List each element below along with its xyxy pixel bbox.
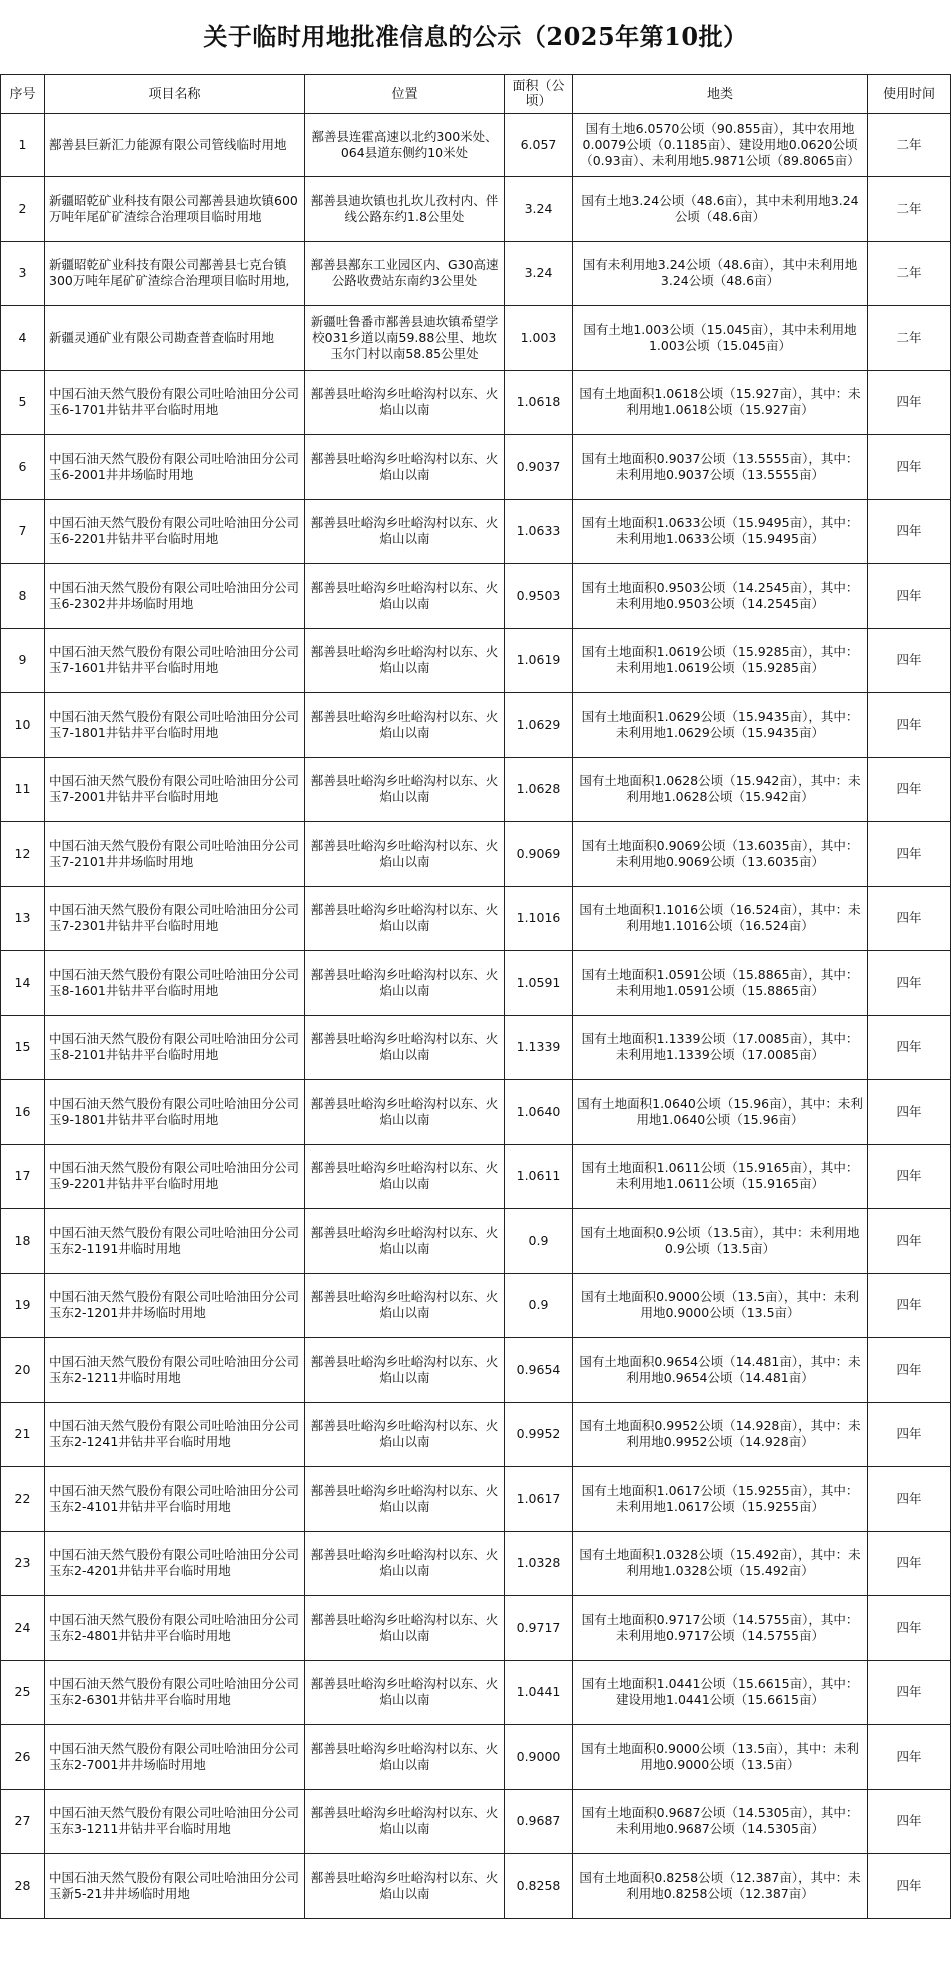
project-name: 中国石油天然气股份有限公司吐哈油田分公司玉8-1601井钻井平台临时用地: [45, 951, 305, 1016]
table-row: [1, 1144, 951, 1209]
row-index: 12: [1, 822, 45, 887]
duration: 四年: [868, 693, 951, 758]
table-row: [1, 435, 951, 500]
table-row: [1, 886, 951, 951]
duration: 四年: [868, 1467, 951, 1532]
project-name: 中国石油天然气股份有限公司吐哈油田分公司玉东2-4201井钻井平台临时用地: [45, 1531, 305, 1596]
header-area: 面积（公顷）: [505, 75, 573, 114]
row-index: 11: [1, 757, 45, 822]
duration: 四年: [868, 1080, 951, 1145]
row-index: 28: [1, 1854, 45, 1919]
land-type: 国有土地面积0.9952公顷（14.928亩），其中：未利用地0.9952公顷（14.928亩）: [573, 1402, 868, 1467]
table-row: [1, 1531, 951, 1596]
area-value: 0.8258: [505, 1854, 573, 1919]
duration: 四年: [868, 1660, 951, 1725]
row-index: 4: [1, 306, 45, 371]
land-type: 国有土地面积1.0619公顷（15.9285亩），其中：未利用地1.0619公顷（15.9285亩）: [573, 628, 868, 693]
table-row: [1, 1854, 951, 1919]
land-type: 国有土地6.0570公顷（90.855亩），其中农用地0.0079公顷（0.1185亩）、建设用地0.0620公顷（0.93亩）、未利用地5.9871公顷（89.8065亩）: [573, 114, 868, 177]
location: 鄯善县吐峪沟乡吐峪沟村以东、火焰山以南: [305, 1531, 505, 1596]
duration: 四年: [868, 886, 951, 951]
project-name: 中国石油天然气股份有限公司吐哈油田分公司玉6-2001井井场临时用地: [45, 435, 305, 500]
area-value: 3.24: [505, 241, 573, 306]
project-name: 中国石油天然气股份有限公司吐哈油田分公司玉6-1701井钻井平台临时用地: [45, 370, 305, 435]
land-type: 国有土地面积1.0328公顷（15.492亩），其中：未利用地1.0328公顷（15.492亩）: [573, 1531, 868, 1596]
table-row: [1, 693, 951, 758]
location: 鄯善县吐峪沟乡吐峪沟村以东、火焰山以南: [305, 435, 505, 500]
duration: 四年: [868, 1596, 951, 1661]
project-name: 中国石油天然气股份有限公司吐哈油田分公司玉8-2101井钻井平台临时用地: [45, 1015, 305, 1080]
row-index: 27: [1, 1789, 45, 1854]
project-name: 中国石油天然气股份有限公司吐哈油田分公司玉9-1801井钻井平台临时用地: [45, 1080, 305, 1145]
table-row: [1, 1660, 951, 1725]
land-type: 国有土地面积1.1016公顷（16.524亩），其中：未利用地1.1016公顷（16.524亩）: [573, 886, 868, 951]
area-value: 1.0328: [505, 1531, 573, 1596]
row-index: 9: [1, 628, 45, 693]
page-title: 关于临时用地批准信息的公示（2025年第10批）: [203, 22, 748, 51]
project-name: 中国石油天然气股份有限公司吐哈油田分公司玉6-2201井钻井平台临时用地: [45, 499, 305, 564]
table-row: [1, 177, 951, 242]
location: 鄯善县吐峪沟乡吐峪沟村以东、火焰山以南: [305, 1338, 505, 1403]
area-value: 0.9: [505, 1273, 573, 1338]
project-name: 中国石油天然气股份有限公司吐哈油田分公司玉7-2101井井场临时用地: [45, 822, 305, 887]
area-value: 0.9687: [505, 1789, 573, 1854]
project-name: 中国石油天然气股份有限公司吐哈油田分公司玉7-1801井钻井平台临时用地: [45, 693, 305, 758]
area-value: 1.0628: [505, 757, 573, 822]
location: 鄯善县吐峪沟乡吐峪沟村以东、火焰山以南: [305, 1467, 505, 1532]
row-index: 24: [1, 1596, 45, 1661]
table-row: [1, 1338, 951, 1403]
row-index: 13: [1, 886, 45, 951]
project-name: 中国石油天然气股份有限公司吐哈油田分公司玉东2-1241井钻井平台临时用地: [45, 1402, 305, 1467]
table-row: [1, 241, 951, 306]
project-name: 中国石油天然气股份有限公司吐哈油田分公司玉6-2302井井场临时用地: [45, 564, 305, 629]
table-row: [1, 499, 951, 564]
row-index: 17: [1, 1144, 45, 1209]
row-index: 10: [1, 693, 45, 758]
land-type: 国有土地面积1.0591公顷（15.8865亩），其中：未利用地1.0591公顷（15.8865亩）: [573, 951, 868, 1016]
duration: 二年: [868, 114, 951, 177]
land-type: 国有土地面积0.9公顷（13.5亩），其中：未利用地0.9公顷（13.5亩）: [573, 1209, 868, 1274]
header-land-type: 地类: [573, 75, 868, 114]
header-duration: 使用时间: [868, 75, 951, 114]
location: 鄯善县吐峪沟乡吐峪沟村以东、火焰山以南: [305, 822, 505, 887]
land-type: 国有土地面积0.8258公顷（12.387亩），其中：未利用地0.8258公顷（12.387亩）: [573, 1854, 868, 1919]
table-row: [1, 1209, 951, 1274]
row-index: 8: [1, 564, 45, 629]
land-type: 国有土地面积1.0629公顷（15.9435亩），其中：未利用地1.0629公顷（15.9435亩）: [573, 693, 868, 758]
duration: 四年: [868, 757, 951, 822]
duration: 四年: [868, 822, 951, 887]
project-name: 中国石油天然气股份有限公司吐哈油田分公司玉东3-1211井钻井平台临时用地: [45, 1789, 305, 1854]
table-row: [1, 1015, 951, 1080]
duration: 四年: [868, 499, 951, 564]
table-row: [1, 1467, 951, 1532]
location: 鄯善县吐峪沟乡吐峪沟村以东、火焰山以南: [305, 757, 505, 822]
duration: 四年: [868, 1531, 951, 1596]
location: 鄯善县吐峪沟乡吐峪沟村以东、火焰山以南: [305, 370, 505, 435]
land-type: 国有土地面积1.1339公顷（17.0085亩），其中：未利用地1.1339公顷（17.0085亩）: [573, 1015, 868, 1080]
location: 鄯善县吐峪沟乡吐峪沟村以东、火焰山以南: [305, 1015, 505, 1080]
area-value: 1.0611: [505, 1144, 573, 1209]
project-name: 中国石油天然气股份有限公司吐哈油田分公司玉7-1601井钻井平台临时用地: [45, 628, 305, 693]
project-name: 中国石油天然气股份有限公司吐哈油田分公司玉7-2001井钻井平台临时用地: [45, 757, 305, 822]
table-row: [1, 1596, 951, 1661]
land-type: 国有土地面积1.0617公顷（15.9255亩），其中：未利用地1.0617公顷（15.9255亩）: [573, 1467, 868, 1532]
duration: 四年: [868, 435, 951, 500]
duration: 四年: [868, 370, 951, 435]
location: 鄯善县吐峪沟乡吐峪沟村以东、火焰山以南: [305, 886, 505, 951]
table-row: [1, 306, 951, 371]
area-value: 1.0617: [505, 1467, 573, 1532]
project-name: 中国石油天然气股份有限公司吐哈油田分公司玉东2-4101井钻井平台临时用地: [45, 1467, 305, 1532]
table-row: [1, 951, 951, 1016]
header-project-name: 项目名称: [45, 75, 305, 114]
area-value: 1.0618: [505, 370, 573, 435]
location: 鄯善县吐峪沟乡吐峪沟村以东、火焰山以南: [305, 1725, 505, 1790]
duration: 四年: [868, 951, 951, 1016]
table-row: [1, 822, 951, 887]
row-index: 15: [1, 1015, 45, 1080]
location: 鄯善县连霍高速以北约300米处、064县道东侧约10米处: [305, 114, 505, 177]
project-name: 中国石油天然气股份有限公司吐哈油田分公司玉东2-1211井临时用地: [45, 1338, 305, 1403]
land-type: 国有土地1.003公顷（15.045亩），其中未利用地1.003公顷（15.045亩）: [573, 306, 868, 371]
land-type: 国有土地面积1.0441公顷（15.6615亩），其中：建设用地1.0441公顷（15.6615亩）: [573, 1660, 868, 1725]
row-index: 16: [1, 1080, 45, 1145]
land-type: 国有土地面积0.9717公顷（14.5755亩），其中：未利用地0.9717公顷（14.5755亩）: [573, 1596, 868, 1661]
row-index: 6: [1, 435, 45, 500]
duration: 四年: [868, 1402, 951, 1467]
location: 鄯善县吐峪沟乡吐峪沟村以东、火焰山以南: [305, 1402, 505, 1467]
area-value: 1.1016: [505, 886, 573, 951]
row-index: 25: [1, 1660, 45, 1725]
land-type: 国有土地面积1.0633公顷（15.9495亩），其中：未利用地1.0633公顷（15.9495亩）: [573, 499, 868, 564]
duration: 四年: [868, 1144, 951, 1209]
land-type: 国有土地面积0.9000公顷（13.5亩），其中：未利用地0.9000公顷（13.5亩）: [573, 1725, 868, 1790]
area-value: 0.9654: [505, 1338, 573, 1403]
row-index: 3: [1, 241, 45, 306]
header-index: 序号: [1, 75, 45, 114]
row-index: 20: [1, 1338, 45, 1403]
row-index: 2: [1, 177, 45, 242]
table-row: [1, 1080, 951, 1145]
project-name: 鄯善县巨新汇力能源有限公司管线临时用地: [45, 114, 305, 177]
area-value: 0.9037: [505, 435, 573, 500]
project-name: 中国石油天然气股份有限公司吐哈油田分公司玉东2-7001井井场临时用地: [45, 1725, 305, 1790]
row-index: 18: [1, 1209, 45, 1274]
table-row: [1, 757, 951, 822]
duration: 四年: [868, 564, 951, 629]
table-row: [1, 1273, 951, 1338]
duration: 四年: [868, 1338, 951, 1403]
row-index: 26: [1, 1725, 45, 1790]
land-type: 国有土地面积1.0628公顷（15.942亩），其中：未利用地1.0628公顷（15.942亩）: [573, 757, 868, 822]
table-row: [1, 1789, 951, 1854]
land-type: 国有土地面积0.9654公顷（14.481亩），其中：未利用地0.9654公顷（14.481亩）: [573, 1338, 868, 1403]
area-value: 1.0591: [505, 951, 573, 1016]
area-value: 0.9: [505, 1209, 573, 1274]
area-value: 1.0640: [505, 1080, 573, 1145]
table-row: [1, 1725, 951, 1790]
location: 鄯善县吐峪沟乡吐峪沟村以东、火焰山以南: [305, 1209, 505, 1274]
location: 鄯善县鄯东工业园区内、G30高速公路收费站东南约3公里处: [305, 241, 505, 306]
table-header-row: [1, 75, 951, 114]
duration: 四年: [868, 1015, 951, 1080]
row-index: 23: [1, 1531, 45, 1596]
project-name: 中国石油天然气股份有限公司吐哈油田分公司玉新5-21井井场临时用地: [45, 1854, 305, 1919]
area-value: 1.0629: [505, 693, 573, 758]
project-name: 中国石油天然气股份有限公司吐哈油田分公司玉东2-6301井钻井平台临时用地: [45, 1660, 305, 1725]
table-row: [1, 564, 951, 629]
location: 鄯善县吐峪沟乡吐峪沟村以东、火焰山以南: [305, 1144, 505, 1209]
location: 鄯善县吐峪沟乡吐峪沟村以东、火焰山以南: [305, 1273, 505, 1338]
location: 鄯善县吐峪沟乡吐峪沟村以东、火焰山以南: [305, 628, 505, 693]
area-value: 0.9069: [505, 822, 573, 887]
location: 鄯善县吐峪沟乡吐峪沟村以东、火焰山以南: [305, 1596, 505, 1661]
land-type: 国有土地面积1.0640公顷（15.96亩），其中：未利用地1.0640公顷（15.96亩）: [573, 1080, 868, 1145]
duration: 四年: [868, 1789, 951, 1854]
row-index: 1: [1, 114, 45, 177]
land-type: 国有未利用地3.24公顷（48.6亩），其中未利用地3.24公顷（48.6亩）: [573, 241, 868, 306]
area-value: 6.057: [505, 114, 573, 177]
location: 鄯善县吐峪沟乡吐峪沟村以东、火焰山以南: [305, 1660, 505, 1725]
location: 鄯善县吐峪沟乡吐峪沟村以东、火焰山以南: [305, 1854, 505, 1919]
area-value: 1.0633: [505, 499, 573, 564]
land-type: 国有土地3.24公顷（48.6亩），其中未利用地3.24公顷（48.6亩）: [573, 177, 868, 242]
duration: 四年: [868, 1209, 951, 1274]
project-name: 新疆昭乾矿业科技有限公司鄯善县迪坎镇600万吨年尾矿矿渣综合治理项目临时用地: [45, 177, 305, 242]
project-name: 中国石油天然气股份有限公司吐哈油田分公司玉9-2201井钻井平台临时用地: [45, 1144, 305, 1209]
area-value: 3.24: [505, 177, 573, 242]
location: 新疆吐鲁番市鄯善县迪坎镇希望学校031乡道以南59.88公里、地坎玉尔门村以南58.85公里处: [305, 306, 505, 371]
table-row: [1, 1402, 951, 1467]
duration: 二年: [868, 306, 951, 371]
location: 鄯善县吐峪沟乡吐峪沟村以东、火焰山以南: [305, 1789, 505, 1854]
duration: 四年: [868, 628, 951, 693]
land-type: 国有土地面积0.9069公顷（13.6035亩），其中：未利用地0.9069公顷（13.6035亩）: [573, 822, 868, 887]
duration: 四年: [868, 1725, 951, 1790]
row-index: 21: [1, 1402, 45, 1467]
table-row: [1, 114, 951, 177]
area-value: 0.9503: [505, 564, 573, 629]
location: 鄯善县迪坎镇也扎坎儿孜村内、伴线公路东约1.8公里处: [305, 177, 505, 242]
location: 鄯善县吐峪沟乡吐峪沟村以东、火焰山以南: [305, 951, 505, 1016]
project-name: 中国石油天然气股份有限公司吐哈油田分公司玉东2-4801井钻井平台临时用地: [45, 1596, 305, 1661]
land-type: 国有土地面积1.0618公顷（15.927亩），其中：未利用地1.0618公顷（15.927亩）: [573, 370, 868, 435]
duration: 四年: [868, 1273, 951, 1338]
land-type: 国有土地面积0.9000公顷（13.5亩），其中：未利用地0.9000公顷（13.5亩）: [573, 1273, 868, 1338]
duration: 二年: [868, 177, 951, 242]
land-type: 国有土地面积0.9037公顷（13.5555亩），其中：未利用地0.9037公顷（13.5555亩）: [573, 435, 868, 500]
land-type: 国有土地面积1.0611公顷（15.9165亩），其中：未利用地1.0611公顷（15.9165亩）: [573, 1144, 868, 1209]
area-value: 0.9717: [505, 1596, 573, 1661]
land-type: 国有土地面积0.9503公顷（14.2545亩），其中：未利用地0.9503公顷（14.2545亩）: [573, 564, 868, 629]
area-value: 1.0619: [505, 628, 573, 693]
project-name: 中国石油天然气股份有限公司吐哈油田分公司玉7-2301井钻井平台临时用地: [45, 886, 305, 951]
table-row: [1, 628, 951, 693]
location: 鄯善县吐峪沟乡吐峪沟村以东、火焰山以南: [305, 499, 505, 564]
project-name: 新疆灵通矿业有限公司勘查普查临时用地: [45, 306, 305, 371]
duration: 四年: [868, 1854, 951, 1919]
project-name: 新疆昭乾矿业科技有限公司鄯善县七克台镇300万吨年尾矿矿渣综合治理项目临时用地,: [45, 241, 305, 306]
area-value: 0.9952: [505, 1402, 573, 1467]
area-value: 0.9000: [505, 1725, 573, 1790]
project-name: 中国石油天然气股份有限公司吐哈油田分公司玉东2-1191井临时用地: [45, 1209, 305, 1274]
row-index: 22: [1, 1467, 45, 1532]
approval-table: [0, 74, 951, 1919]
row-index: 19: [1, 1273, 45, 1338]
area-value: 1.003: [505, 306, 573, 371]
table-row: [1, 370, 951, 435]
area-value: 1.1339: [505, 1015, 573, 1080]
row-index: 7: [1, 499, 45, 564]
duration: 二年: [868, 241, 951, 306]
row-index: 14: [1, 951, 45, 1016]
location: 鄯善县吐峪沟乡吐峪沟村以东、火焰山以南: [305, 1080, 505, 1145]
row-index: 5: [1, 370, 45, 435]
project-name: 中国石油天然气股份有限公司吐哈油田分公司玉东2-1201井井场临时用地: [45, 1273, 305, 1338]
header-location: 位置: [305, 75, 505, 114]
area-value: 1.0441: [505, 1660, 573, 1725]
land-type: 国有土地面积0.9687公顷（14.5305亩），其中：未利用地0.9687公顷（14.5305亩）: [573, 1789, 868, 1854]
location: 鄯善县吐峪沟乡吐峪沟村以东、火焰山以南: [305, 693, 505, 758]
location: 鄯善县吐峪沟乡吐峪沟村以东、火焰山以南: [305, 564, 505, 629]
